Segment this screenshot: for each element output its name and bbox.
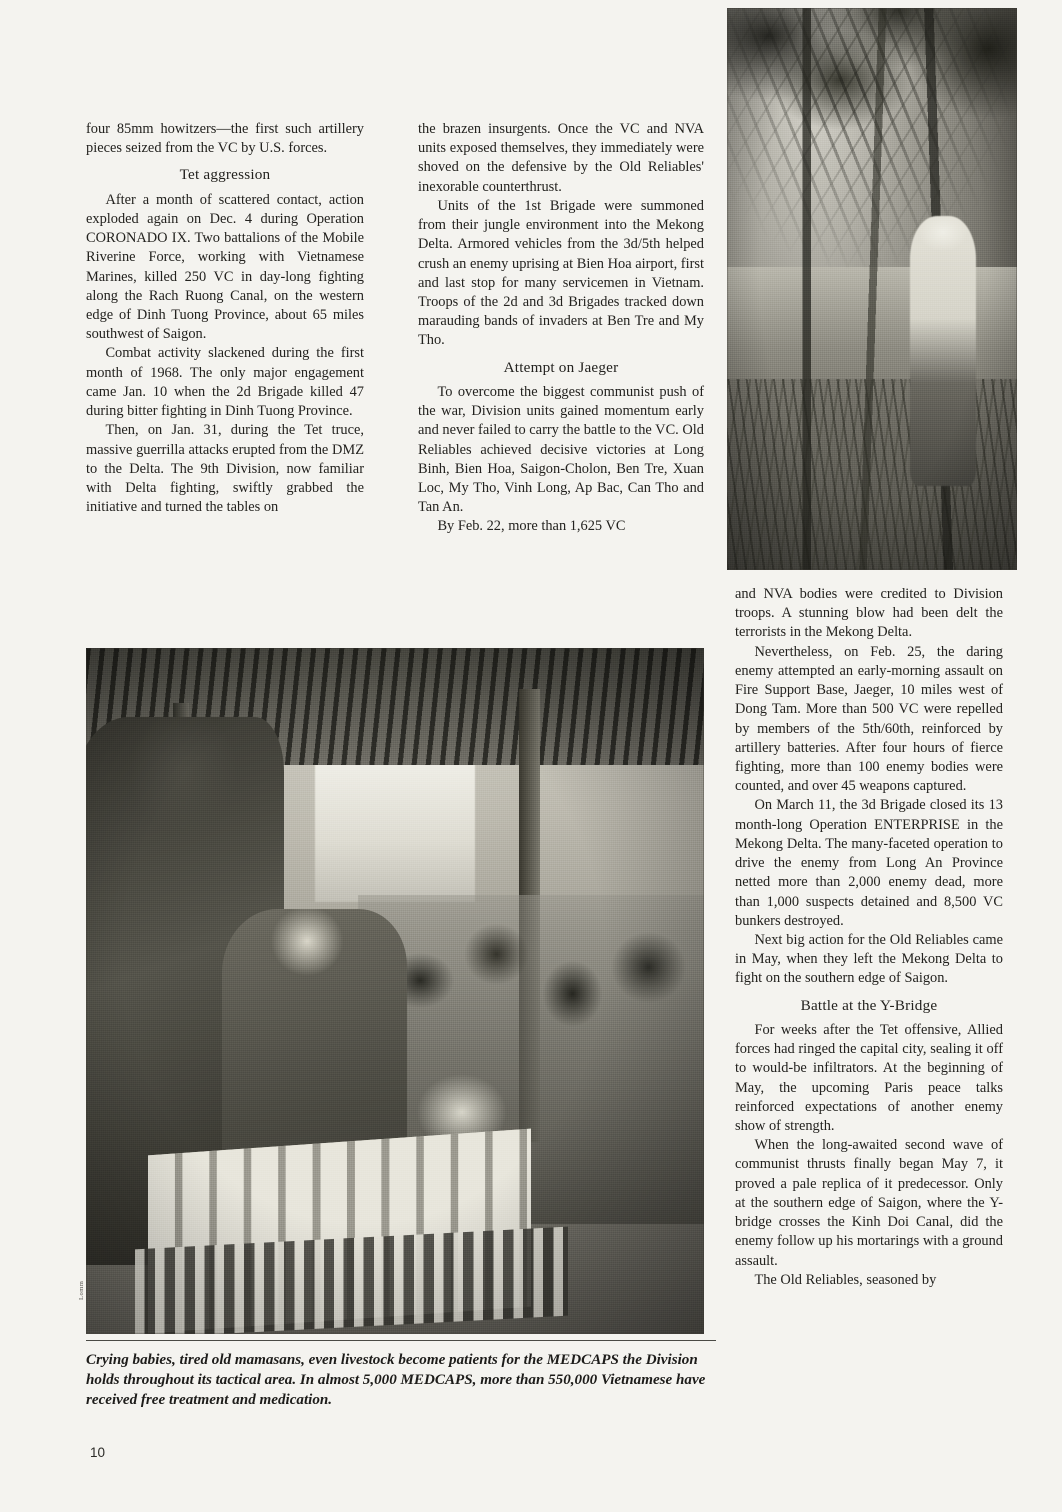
paragraph: To overcome the biggest communist push of the war, Division units gained momentum early and never failed to carry the battle to the VC. Old Reliables achieved decisive victories at Long Binh, Bien Hoa, Saigon-Cholon, Ben Tre, Xuan Loc, My Tho, Vinh Long, Ap Bac, Can Tho and Tan An. [418,383,704,516]
paragraph: On March 11, the 3d Brigade closed its 13 month-long Operation ENTERPRISE in the Mekong Delta. The many-faceted operation to drive the enemy from Long An Province netted more than 2,000 enemy dead, more than 1,000 suspects detained and 8,500 VC bunkers destroyed. [735,797,1003,929]
paragraph: four 85mm howitzers—the first such artillery pieces seized from the VC by U.S. forces. [86,121,364,157]
paragraph: The Old Reliables, seasoned by [754,1271,937,1288]
photo-border [86,648,704,1334]
paragraph: Then, on Jan. 31, during the Tet truce, massive guerrilla attacks erupted from the DMZ to the Delta. The 9th Division, now familiar with Delta fighting, swiftly grabbed the initiative and turned the tables on [86,422,364,516]
paragraph: By Feb. 22, more than 1,625 VC [437,518,626,535]
photo-border [727,8,1017,570]
caption-divider [86,1340,716,1341]
paragraph: Nevertheless, on Feb. 25, the daring enemy attempted an early-morning assault on Fire Support Base, Jaeger, 10 miles west of Dong Tam. More than 500 VC were repelled by members of the 5th/60th, reinforced by artillery batteries. After four hours of fierce fighting, more than 100 enemy bodies were counted, and over 45 weapons captured. [735,643,1003,795]
paragraph: For weeks after the Tet offensive, Allied forces had ringed the capital city, sealing it off to would-be infiltrators. At the beginning of May, the upcoming Paris peace talks reinforced expectations of another enemy show of strength. [735,1021,1003,1134]
paragraph: and NVA bodies were credited to Division troops. A stunning blow had been delt the terrorists in the Mekong Delta. [735,586,1003,641]
text-column-left [86,120,364,517]
photo-caption: Crying babies, tired old mamasans, even livestock become patients for the MEDCAPS the Division holds throughout its tactical area. In almost 5,000 MEDCAPS, more than 550,000 Vietnamese have received free treatment and medication. [86,1352,706,1409]
paragraph: Next big action for the Old Reliables came in May, when they left the Mekong Delta to fight on the southern edge of Saigon. [735,931,1003,987]
photo-credit: Lomm [78,1280,85,1300]
section-subheading: Tet aggression [179,166,271,184]
text-column-middle [418,120,704,537]
text-column-right [735,585,1003,1290]
paragraph: Combat activity slackened during the first month of 1968. The only major engagement came Jan. 10 when the 2d Brigade killed 47 during bitter fighting in Dinh Tuong Province. [86,345,364,420]
paragraph: When the long-awaited second wave of communist thrusts finally began May 7, it proved a pale replica of it predecessor. Only at the southern edge of Saigon, where the Y-bridge crosses the Kinh Doi Canal, did the enemy follow up his mortarings with a ground assault. [735,1137,1003,1269]
page-number: 10 [90,1445,106,1460]
medcap-treatment-photo [86,648,704,1334]
paragraph: After a month of scattered contact, action exploded again on Dec. 4 during Operation CORONADO IX. Two battalions of the Mobile Riverine Force, working with Vietnamese Marines, killed 250 VC in day-long fighting along the Rach Ruong Canal, on the western edge of Dinh Tuong Province, about 65 miles southwest of Saigon. [86,191,364,343]
paragraph: Units of the 1st Brigade were summoned from their jungle environment into the Mekong Delta. Armored vehicles from the 3d/5th helped crush an enemy uprising at Bien Hoa airport, first and last stop for many servicemen in Vietnam. Troops of the 2d and 3d Brigades tracked down marauding bands of invaders at Ben Tre and My Tho. [418,197,704,349]
paragraph: the brazen insurgents. Once the VC and NVA units exposed themselves, they immediately were shoved on the defensive by the Old Reliables' inexorable counterthrust. [418,121,704,195]
soldier-in-jungle-photo [727,8,1017,570]
section-subheading: Attempt on Jaeger [503,358,619,376]
section-subheading: Battle at the Y-Bridge [800,996,938,1014]
